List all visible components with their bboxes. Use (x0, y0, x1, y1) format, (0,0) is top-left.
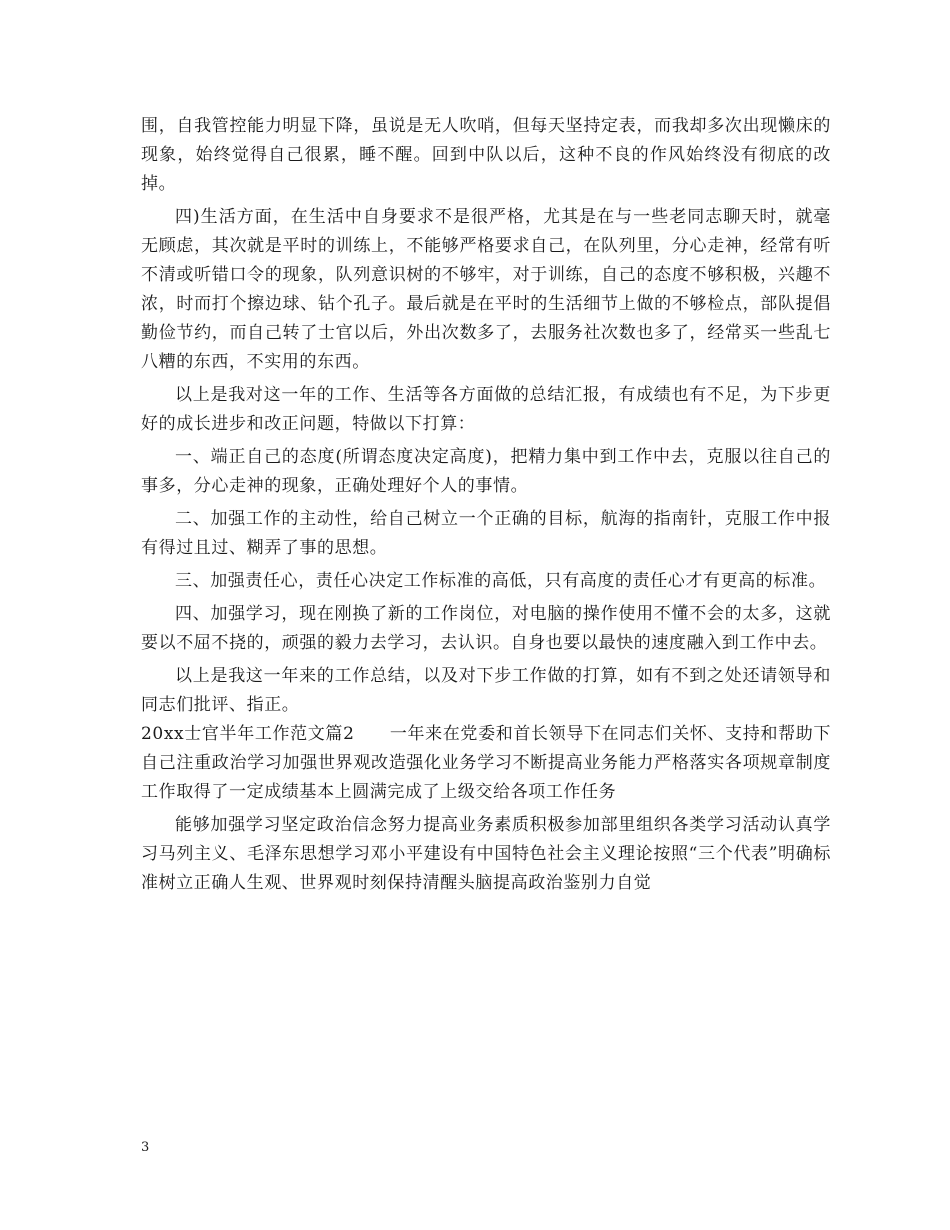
paragraph-life-aspect: 四)生活方面，在生活中自身要求不是很严格，尤其是在与一些老同志聊天时，就毫无顾虑，其次就是平时的训练上，不能够严格要求自己，在队列里，分心走神，经常有听不清或听错口令的现象，队列意识树的不够牢，对于训练，自己的态度不够积极，兴趣不浓，时而打个擦边球、钻个孔子。最后就是在平时的生活细节上做的不够检点，部队提倡勤俭节约，而自己转了士官以后，外出次数多了，去服务社次数也多了，经常买一些乱七八糟的东西，不实用的东西。 (141, 207, 831, 372)
paragraph-closing: 以上是我这一年来的工作总结，以及对下步工作做的打算，如有不到之处还请领导和同志们批评、指正。 (141, 666, 831, 715)
paragraph-plan-3: 三、加强责任心，责任心决定工作标准的高低，只有高度的责任心才有更高的标准。 (175, 571, 827, 591)
document-body (141, 112, 831, 898)
paragraph-plan-2: 二、加强工作的主动性，给自己树立一个正确的目标，航海的指南针，克服工作中报有得过且过、糊弄了事的思想。 (141, 509, 831, 558)
paragraph-plan-4: 四、加强学习，现在刚换了新的工作岗位，对电脑的操作使用不懂不会的太多，这就要以不屈不挠的，顽强的毅力去学习，去认识。自身也要以最快的速度融入到工作中去。 (141, 604, 831, 653)
paragraph-continuation: 围，自我管控能力明显下降，虽说是无人吹哨，但每天坚持定表，而我却多次出现懒床的现象，始终觉得自己很累，睡不醒。回到中队以后，这种不良的作风始终没有彻底的改掉。 (141, 116, 831, 194)
paragraph-summary-intro: 以上是我对这一年的工作、生活等各方面做的总结汇报，有成绩也有不足，为下步更好的成长进步和改正问题，特做以下打算： (141, 385, 831, 434)
paragraph-plan-1: 一、端正自己的态度(所谓态度决定高度)，把精力集中到工作中去，克服以往自己的事多，分心走神的现象，正确处理好个人的事情。 (141, 447, 831, 496)
page-number: 3 (141, 1140, 150, 1155)
paragraph-article-2-heading: 20xx士官半年工作范文篇2 一年来在党委和首长领导下在同志们关怀、支持和帮助下自己注重政治学习加强世界观改造强化业务学习不断提高业务能力严格落实各项规章制度工作取得了一定成绩基本上圆满完成了上级交给各项工作任务 (141, 724, 831, 802)
paragraph-article-2-body: 能够加强学习坚定政治信念努力提高业务素质积极参加部里组织各类学习活动认真学习马列主义、毛泽东思想学习邓小平建设有中国特色社会主义理论按照“三个代表”明确标准树立正确人生观、世界观时刻保持清醒头脑提高政治鉴别力自觉 (141, 815, 831, 893)
